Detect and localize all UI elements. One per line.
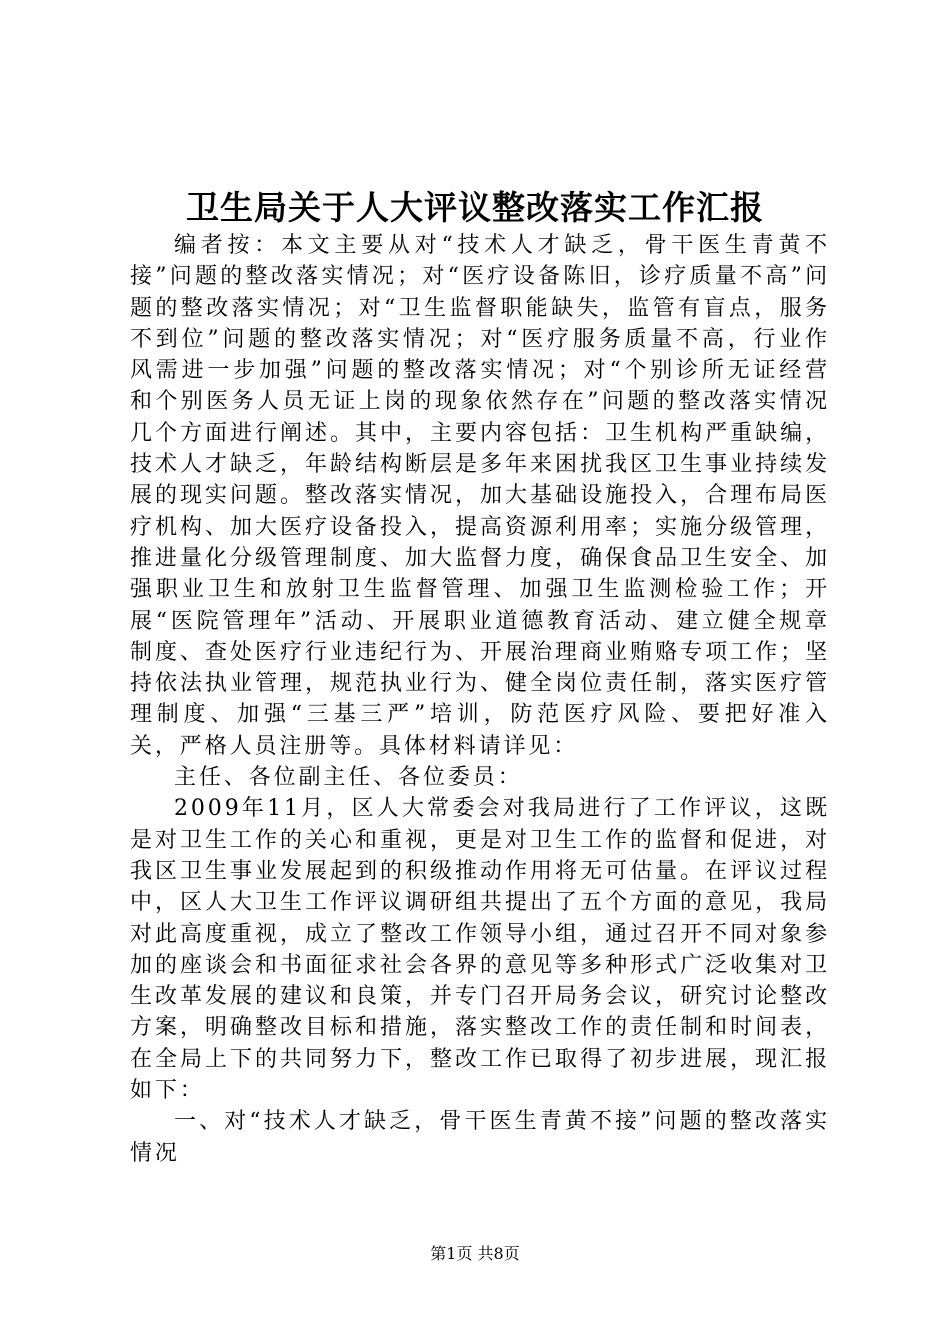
page-number-footer: 第1页 共8页 — [430, 1244, 520, 1263]
salutation-paragraph: 主任、各位副主任、各位委员： — [174, 765, 523, 791]
editor-note-paragraph: 编者按：本文主要从对“技术人才缺乏，骨干医生青黄不接”问题的整改落实情况；对“医疗设备陈旧，诊疗质量不高”问题的整改落实情况；对“卫生监督职能缺失，监管有盲点，服务不到位”问题的整改落实情况；对“医疗服务质量不高，行业作风需进一步加强”问题的整改落实情况；对“个别诊所无证经营和个别医务人员无证上岗的现象依然存在”问题的整改落实情况几个方面进行阐述。其中，主要内容包括：卫生机构严重缺编，技术人才缺乏，年龄结构断层是多年来困扰我区卫生事业持续发展的现实问题。整改落实情况，加大基础设施投入，合理布局医疗机构、加大医疗设备投入，提高资源利用率；实施分级管理，推进量化分级管理制度、加大监督力度，确保食品卫生安全、加强职业卫生和放射卫生监督管理、加强卫生监测检验工作；开展“医院管理年”活动、开展职业道德教育活动、建立健全规章制度、查处医疗行业违纪行为、开展治理商业贿赂专项工作；坚持依法执业管理，规范执业行为、健全岗位责任制，落实医疗管理制度、加强“三基三严”培训，防范医疗风险、要把好准入关，严格人员注册等。具体材料请详见： — [130, 233, 830, 759]
section-heading-1: 一、对“技术人才缺乏，骨干医生青黄不接”问题的整改落实情况 — [130, 1109, 830, 1166]
document-title: 卫生局关于人大评议整改落实工作汇报 — [186, 188, 764, 227]
document-body — [130, 230, 830, 1169]
intro-paragraph: 2009年11月，区人大常委会对我局进行了工作评议，这既是对卫生工作的关心和重视，更是对卫生工作的监督和促进，对我区卫生事业发展起到的积级推动作用将无可估量。在评议过程中，区人大卫生工作评议调研组共提出了五个方面的意见，我局对此高度重视，成立了整改工作领导小组，通过召开不同对象参加的座谈会和书面征求社会各界的意见等多种形式广泛收集对卫生改革发展的建议和良策，并专门召开局务会议，研究讨论整改方案，明确整改目标和措施，落实整改工作的责任制和时间表，在全局上下的共同努力下，整改工作已取得了初步进展，现汇报如下： — [130, 796, 830, 1104]
